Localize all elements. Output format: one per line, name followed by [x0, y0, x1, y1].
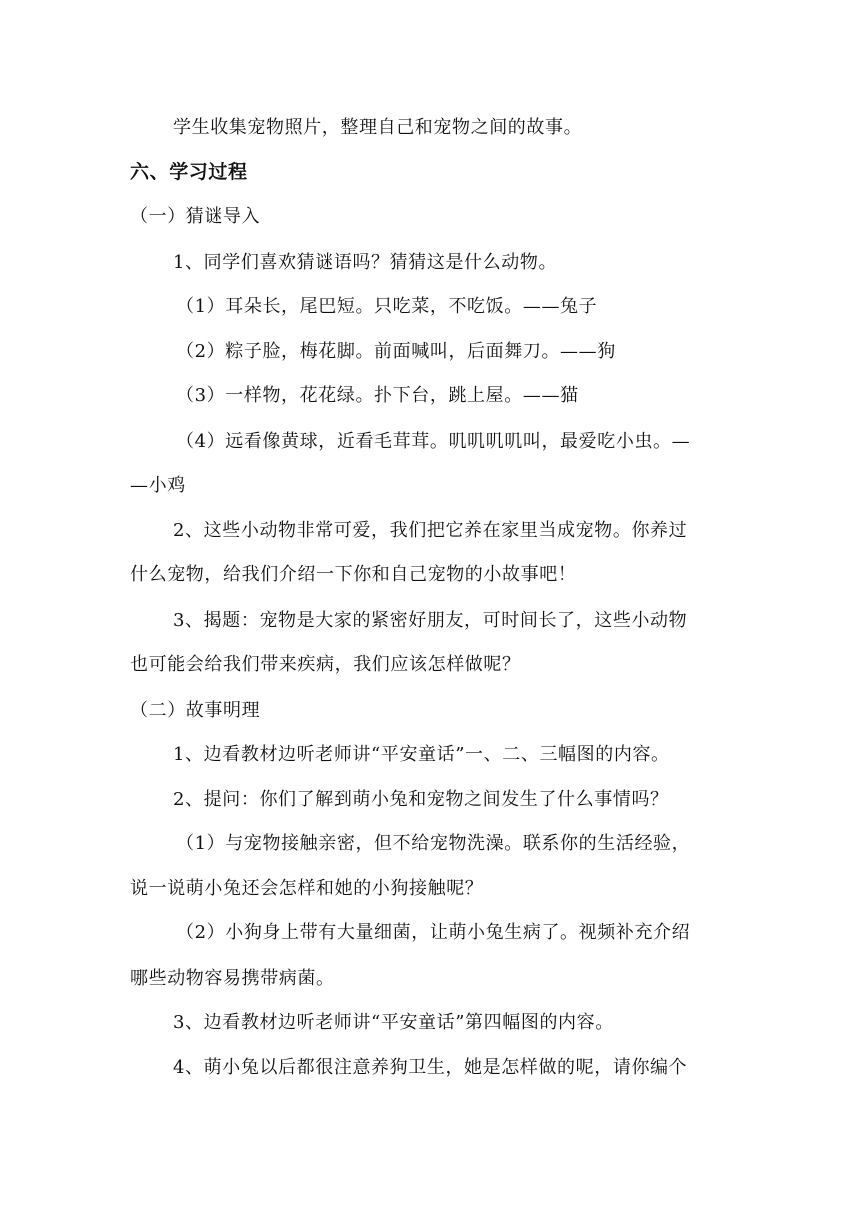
section-heading-learning-process: 六、学习过程	[130, 161, 248, 183]
riddle-chick-line2: —小鸡	[130, 475, 186, 496]
paragraph-bacteria-line2: 哪些动物容易携带病菌。	[130, 968, 335, 989]
riddle-rabbit: （1）耳朵长，尾巴短。只吃菜，不吃饭。——兔子	[176, 296, 598, 317]
paragraph-pets-line2: 什么宠物，给我们介绍一下你和自己宠物的小故事吧！	[130, 564, 577, 585]
riddle-chick-line1: （4）远看像黄球，近看毛茸茸。叽叽叽叽叫，最爱吃小虫。—	[176, 431, 691, 452]
subsection-heading-riddle-intro: （一）猜谜导入	[130, 206, 261, 227]
riddle-dog: （2）粽子脸，梅花脚。前面喊叫，后面舞刀。——狗	[176, 341, 616, 362]
paragraph-contact-line2: 说一说萌小兔还会怎样和她的小狗接触呢？	[130, 878, 484, 899]
paragraph-topic-line1: 3、揭题：宠物是大家的紧密好朋友，可时间长了，这些小动物	[173, 610, 688, 631]
paragraph-hygiene-line1: 4、萌小兔以后都很注意养狗卫生，她是怎样做的呢，请你编个	[173, 1057, 688, 1078]
paragraph-story-first-images: 1、边看教材边听老师讲“平安童话”一、二、三幅图的内容。	[173, 744, 670, 765]
paragraph-topic-line2: 也可能会给我们带来疾病，我们应该怎样做呢？	[130, 654, 521, 675]
riddle-cat: （3）一样物，花花绿。扑下台，跳上屋。——猫	[176, 385, 579, 406]
paragraph-bacteria-line1: （2）小狗身上带有大量细菌，让萌小兔生病了。视频补充介绍	[176, 922, 691, 943]
subsection-heading-story: （二）故事明理	[130, 700, 261, 721]
preparation-text: 学生收集宠物照片，整理自己和宠物之间的故事。	[173, 117, 583, 138]
paragraph-story-fourth-image: 3、边看教材边听老师讲“平安童话”第四幅图的内容。	[173, 1012, 614, 1033]
paragraph-riddle-question: 1、同学们喜欢猜谜语吗？猜猜这是什么动物。	[173, 252, 558, 273]
paragraph-story-question: 2、提问：你们了解到萌小兔和宠物之间发生了什么事情吗？	[173, 789, 669, 810]
paragraph-contact-line1: （1）与宠物接触亲密，但不给宠物洗澡。联系你的生活经验，	[176, 833, 691, 854]
paragraph-pets-line1: 2、这些小动物非常可爱，我们把它养在家里当成宠物。你养过	[173, 520, 688, 541]
